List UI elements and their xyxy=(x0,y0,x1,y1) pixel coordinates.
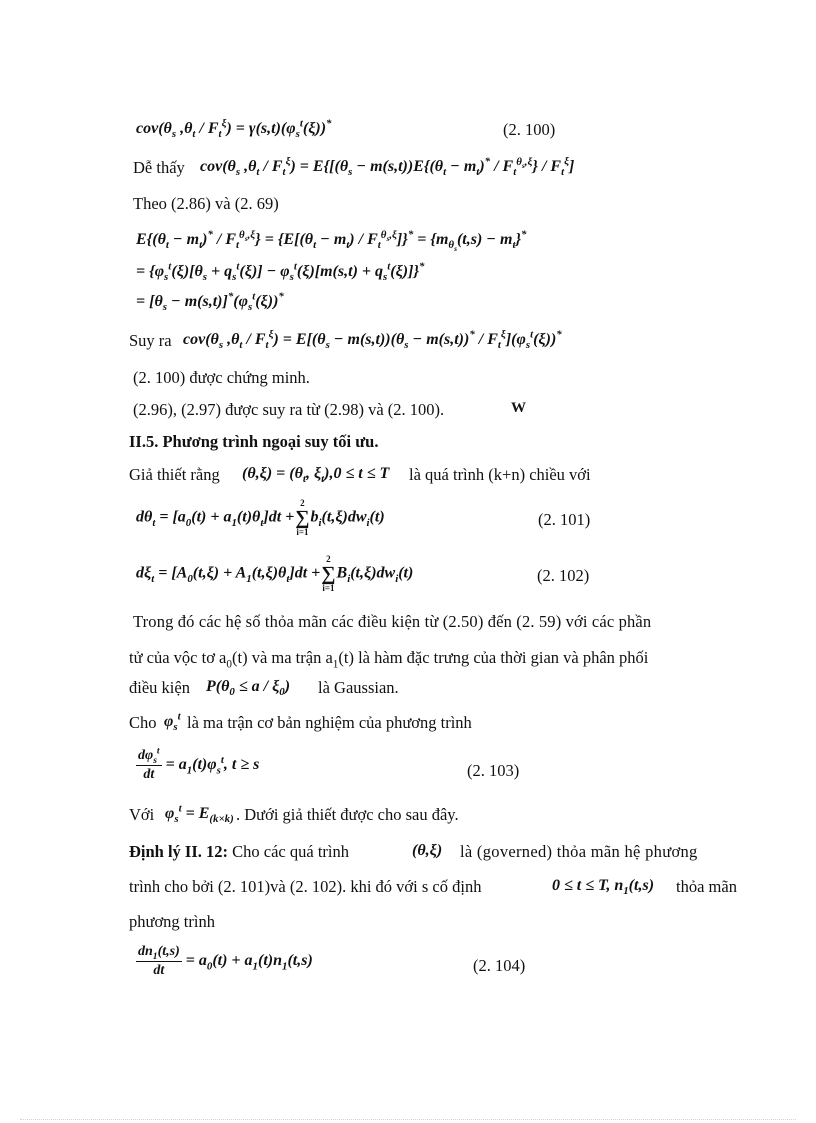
text-line: (2.96), (2.97) được suy ra từ (2.98) và (2. 100). xyxy=(133,400,445,419)
equation-n1: 0 ≤ t ≤ T, $n_1(t,s)$ xyxy=(552,877,655,898)
equation-expansion: = $\{\varphi_s^t(\xi)[\theta_s + q_s^t(\xi)] - \varphi_s^t(\xi)[m(s,t) + q_s^t(\xi)]\}^*$ xyxy=(136,260,425,284)
text-line: là (governed) thỏa mãn hệ phương xyxy=(460,842,698,861)
equation-de-thay: $cov(\theta_s$ $,\theta_t / F_t^\xi) = E\{[(\theta_s - m(s,t))E\{(\theta_t - m_t)^* / F_t^{\theta_s,\xi}\} / F_t^\xi]$ xyxy=(200,155,575,179)
end-of-proof-mark: W xyxy=(511,400,526,416)
text-line: Theo (2.86) và (2. 69) xyxy=(133,194,279,213)
text-line: là quá trình (k+n) chiều với xyxy=(409,465,591,484)
text-line: Giả thiết rằng xyxy=(129,465,220,484)
text-line: Suy ra xyxy=(129,331,172,350)
text-line: (2. 100) được chứng minh. xyxy=(133,368,310,387)
text-line: Cho xyxy=(129,713,157,732)
text-line: . Dưới giả thiết được cho sau đây. xyxy=(236,805,459,824)
text-line: là Gaussian. xyxy=(318,678,399,697)
theorem-label: Định lý II. 12: xyxy=(129,842,229,861)
phi-symbol: $\varphi_s^t$ xyxy=(164,710,181,734)
text-line: thỏa mãn xyxy=(676,877,737,896)
equation-number: (2. 101) xyxy=(538,510,591,529)
equation-suy-ra: $cov(\theta_s$ $,\theta_t / F_t^\xi) = E[(\theta_s - m(s,t))(\theta_s - m(s,t))^* / F_t^\xi](\varphi_s^t(\xi))^*$ xyxy=(183,328,562,352)
equation-number: (2. 103) xyxy=(467,761,520,780)
equation-2-104: $\frac{dn_1(t,s)}{dt}$ = $a_0(t) + a_1(t)n_1(t,s)$ xyxy=(138,944,313,978)
theorem-line: Định lý II. 12: Cho các quá trình xyxy=(129,842,349,861)
equation-number: (2. 104) xyxy=(473,956,526,975)
paragraph-line: tử của vộc tơ $a_0(t)$ và ma trận $a_1(t)$ là hàm đặc trưng của thời gian và phân phối xyxy=(129,648,649,671)
section-heading: II.5. Phương trình ngoại suy tối ưu. xyxy=(129,432,379,451)
equation-2-102: $d\xi_t = [A_0(t,\xi) + A_1(t,\xi)\theta_t]dt$ + 2 ∑ i=1 $B_i(t,\xi)dw_i(t)$ xyxy=(136,554,414,593)
equation-pair: (θ,ξ) xyxy=(412,842,443,859)
text-line: phương trình xyxy=(129,912,215,931)
equation-expectation: $E\{(\theta_t - m_t)^* / F_t^{\theta_s,\xi}\} = \{E[(\theta_t - m_t) / F_t^{\theta_s,\xi}]\}^* = \{m_{\theta_s}(t,s) - m_t\}^*$ xyxy=(136,228,527,254)
text-line: điều kiện xyxy=(129,678,190,697)
text-line: Với xyxy=(129,805,155,824)
paragraph-line: Trong đó các hệ số thỏa mãn các điều kiện từ (2.50) đến (2. 59) với các phần xyxy=(133,612,652,631)
equation-result: = $[\theta_s - m(s,t)]^*(\varphi_s^t(\xi))^*$ xyxy=(136,290,284,314)
page-divider xyxy=(20,1119,796,1120)
theorem-line: trình cho bởi (2. 101)và (2. 102). khi đó với s cố định xyxy=(129,877,482,896)
equation-number: (2. 100) xyxy=(503,120,556,139)
equation-gaussian-condition: $P(\theta_0 \le a / \xi_0)$ xyxy=(206,678,291,699)
equation-cov: $cov(\theta_s$ $,\theta_t / F_t^\xi) = \gamma(s,t)(\varphi_s^t(\xi))^*$ xyxy=(136,117,332,141)
text-line: là ma trận cơ bản nghiệm của phương trình xyxy=(187,713,472,732)
equation-2-101: $d\theta_t = [a_0(t) + a_1(t)\theta_t]dt$ + 2 ∑ i=1 $b_i(t,\xi)dw_i(t)$ xyxy=(136,498,385,537)
equation-process: $(\theta,\xi) = (\theta_t$, $\xi_t),0 \le t \le T$ xyxy=(242,465,390,486)
equation-number: (2. 102) xyxy=(537,566,590,585)
text-line: Dễ thấy xyxy=(133,158,185,177)
equation-identity: $\varphi_s^t = E_{(k\times k)}$ xyxy=(165,802,234,826)
equation-2-103: $\frac{d\varphi_s^t}{dt}$ = $a_1(t)\varphi_s^t$, t ≥ s xyxy=(138,746,260,782)
